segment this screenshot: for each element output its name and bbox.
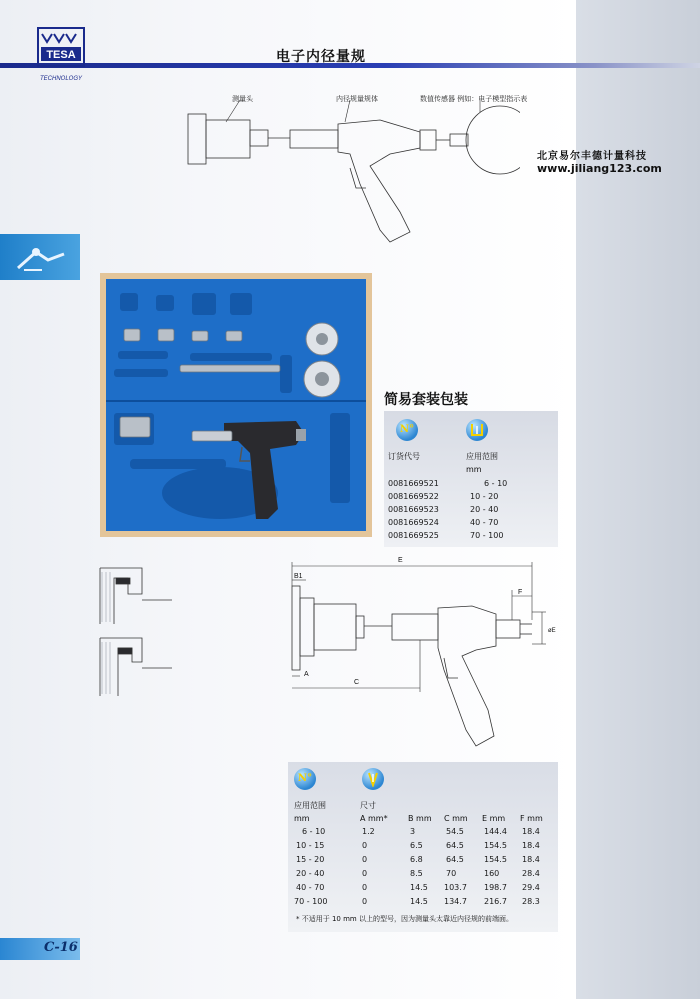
kit-code: 0081669524 <box>388 518 439 527</box>
logo-subtext: TECHNOLOGY <box>39 76 83 82</box>
dim-header-mm: mm <box>294 814 310 823</box>
page-number: C-16 <box>44 940 78 955</box>
kit-code: 0081669525 <box>388 531 439 540</box>
dim-label-a: A <box>304 671 309 678</box>
dim-row: 20 - 40 0 8.5 70 160 28.4 <box>296 869 540 878</box>
gauge-overview-diagram <box>180 92 520 252</box>
label-indicator: 数值传感器 例如：电子模型指示表 <box>420 95 528 103</box>
order-number-icon: N° <box>294 768 316 790</box>
dim-row: 15 - 20 0 6.8 64.5 154.5 18.4 <box>296 855 540 864</box>
logo-wordmark: TESA <box>46 49 76 61</box>
dim-label-e: E <box>398 557 403 564</box>
range-icon <box>466 419 488 441</box>
dim-row: 40 - 70 0 14.5 103.7 198.7 29.4 <box>296 883 540 892</box>
kit-header-code: 订货代号 <box>388 452 420 461</box>
section-tab <box>0 234 80 280</box>
label-gauge-body: 内径规量规体 <box>336 95 378 103</box>
dimension-table <box>288 762 558 932</box>
kit-row <box>388 492 558 505</box>
dim-label-b1: B1 <box>294 573 303 580</box>
dimension-drawing <box>92 550 562 750</box>
kit-header-unit: mm <box>466 465 482 474</box>
kit-header-range: 应用范围 <box>466 452 498 461</box>
kit-range: 40 - 70 <box>470 518 499 527</box>
kit-title: 简易套装包装 <box>384 392 468 408</box>
dim-row: 10 - 15 0 6.5 64.5 154.5 18.4 <box>296 841 540 850</box>
kit-row <box>388 505 558 518</box>
kit-range: 70 - 100 <box>470 531 504 540</box>
dim-header-a: A mm* <box>360 814 388 823</box>
kit-row <box>388 531 558 544</box>
dim-row: 70 - 100 0 14.5 134.7 216.7 28.3 <box>294 897 540 906</box>
dim-header-range: 应用范围 <box>294 801 326 810</box>
dim-label-c: C <box>354 679 360 686</box>
watermark-company: 北京易尔丰德计量科技 <box>537 151 647 162</box>
label-measuring-head: 测量头 <box>232 95 253 103</box>
order-number-icon: N° <box>396 419 418 441</box>
size-icon <box>362 768 384 790</box>
kit-code: 0081669523 <box>388 505 439 514</box>
dim-row: 6 - 10 1.2 3 54.5 144.4 18.4 <box>302 827 540 836</box>
kit-code: 0081669521 <box>388 479 439 488</box>
kit-range: 10 - 20 <box>470 492 499 501</box>
kit-range: 6 - 10 <box>484 479 508 488</box>
kit-row <box>388 479 558 492</box>
footnote: * 不适用于 10 mm 以上的型号，因为测量头太靠近内径规的前端面。 <box>296 915 513 923</box>
dim-label-de: øE <box>548 628 556 634</box>
kit-row <box>388 518 558 531</box>
kit-table <box>384 411 558 547</box>
kit-range: 20 - 40 <box>470 505 499 514</box>
dim-header-f: F mm <box>520 814 543 823</box>
page-title: 电子内径量规 <box>276 49 366 65</box>
dim-header-c: C mm <box>444 814 468 823</box>
watermark-url: www.jiliang123.com <box>537 162 662 175</box>
kit-code: 0081669522 <box>388 492 439 501</box>
dim-header-b: B mm <box>408 814 432 823</box>
dim-header-e: E mm <box>482 814 506 823</box>
dim-header-size: 尺寸 <box>360 801 376 810</box>
tesa-logo <box>36 26 86 88</box>
kit-case-photo <box>100 273 372 537</box>
bore-gauge-icon <box>14 240 70 274</box>
dim-label-f: F <box>518 589 523 596</box>
